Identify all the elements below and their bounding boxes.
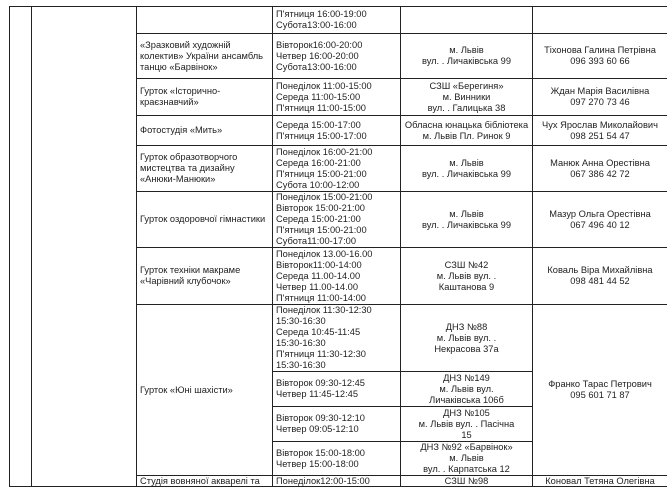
activity-cell: Гурток образотворчого мистецтва та дизайну «Анюки-Манюки» [137,146,273,192]
teacher-cell: Тіхонова Галина Петрівна 096 393 60 66 [533,34,668,79]
schedule-cell: Понеділок 16:00-21:00 Середа 16:00-21:00 П'ятниця 15:00-21:00 Субота 10:00-12:00 [273,146,401,192]
teacher-cell [533,7,668,34]
teacher-cell: Чух Ярослав Миколайович 098 251 54 47 [533,116,668,146]
activity-cell: Гурток «Історично-краєзнавчий» [137,79,273,116]
address-cell: СЗШ №98 [401,476,533,488]
schedule-cell: Вівторок 09:30-12:10 Четвер 09:05-12:10 [273,407,401,442]
schedule-cell: Вівторок 15:00-18:00 Четвер 15:00-18:00 [273,442,401,476]
address-cell: ДНЗ №92 «Барвінок» м. Львів вул. . Карпатська 12 [401,442,533,476]
schedule-cell: Вівторок16:00-20:00 Четвер 16:00-20:00 Субота13:00-16:00 [273,34,401,79]
address-cell: СЗШ «Берегиня» м. Винники вул. . Галицька 38 [401,79,533,116]
schedule-table [9,6,667,487]
schedule-cell: Середа 15:00-17:00 П'ятниця 15:00-17:00 [273,116,401,146]
activity-cell: Гурток техніки макраме «Чарівний клубочок» [137,248,273,305]
schedule-cell: П'ятниця 16:00-19:00 Субота13:00-16:00 [273,7,401,34]
schedule-cell: Понеділок 11:30-12:30 15:30-16:30 Середа 10:45-11:45 15:30-16:30 П'ятниця 11:30-12:30 15:30-16:30 [273,305,401,372]
schedule-cell: Понеділок 11:00-15:00 Середа 11:00-15:00 П'ятниця 11:00-15:00 [273,79,401,116]
category-cell [32,7,137,488]
address-cell: ДНЗ №105 м. Львів вул. . Пасічна 15 [401,407,533,442]
teacher-cell: Манюк Анна Орестівна 067 386 42 72 [533,146,668,192]
teacher-cell: Коновал Тетяна Олегівна [533,476,668,488]
schedule-table-container [9,6,667,487]
table-row [10,7,668,34]
address-cell [401,7,533,34]
address-cell: м. Львів вул. . Личаківська 99 [401,192,533,248]
activity-cell: Гурток «Юні шахісти» [137,305,273,476]
schedule-cell: Понеділок12:00-15:00 [273,476,401,488]
address-cell: СЗШ №42 м. Львів вул. . Каштанова 9 [401,248,533,305]
schedule-cell: Понеділок 13.00-16.00 Вівторок11:00-14:00 Середа 11.00-14.00 Четвер 11.00-14.00 П'ятниця 11:00-14:00 [273,248,401,305]
address-cell: м. Львів вул. . Личаківська 99 [401,34,533,79]
address-cell: Обласна юнацька бібліотека м. Львів Пл. Ринок 9 [401,116,533,146]
activity-cell: «Зразковий художній колектив» України ансамбль танцю «Барвінок» [137,34,273,79]
activity-cell: Студія вовняної акварелі та [137,476,273,488]
teacher-cell: Мазур Ольга Орестівна 067 496 40 12 [533,192,668,248]
activity-cell: Фотостудія «Мить» [137,116,273,146]
activity-cell [137,7,273,34]
address-cell: ДНЗ №149 м. Львів вул. Личаківська 106б [401,372,533,407]
address-cell: ДНЗ №88 м. Львів вул. . Некрасова 37а [401,305,533,372]
teacher-cell: Ждан Марія Василівна 097 270 73 46 [533,79,668,116]
address-cell: м. Львів вул. . Личаківська 99 [401,146,533,192]
teacher-cell: Франко Тарас Петрович 095 601 71 87 [533,305,668,476]
number-cell [10,7,32,488]
schedule-cell: Вівторок 09:30-12:45 Четвер 11:45-12:45 [273,372,401,407]
teacher-cell: Коваль Віра Михайлівна 098 481 44 52 [533,248,668,305]
schedule-cell: Понеділок 15:00-21:00 Вівторок 15:00-21:00 Середа 15:00-21:00 П'ятниця 15:00-21:00 Субота11:00-17:00 [273,192,401,248]
activity-cell: Гурток оздоровчої гімнастики [137,192,273,248]
